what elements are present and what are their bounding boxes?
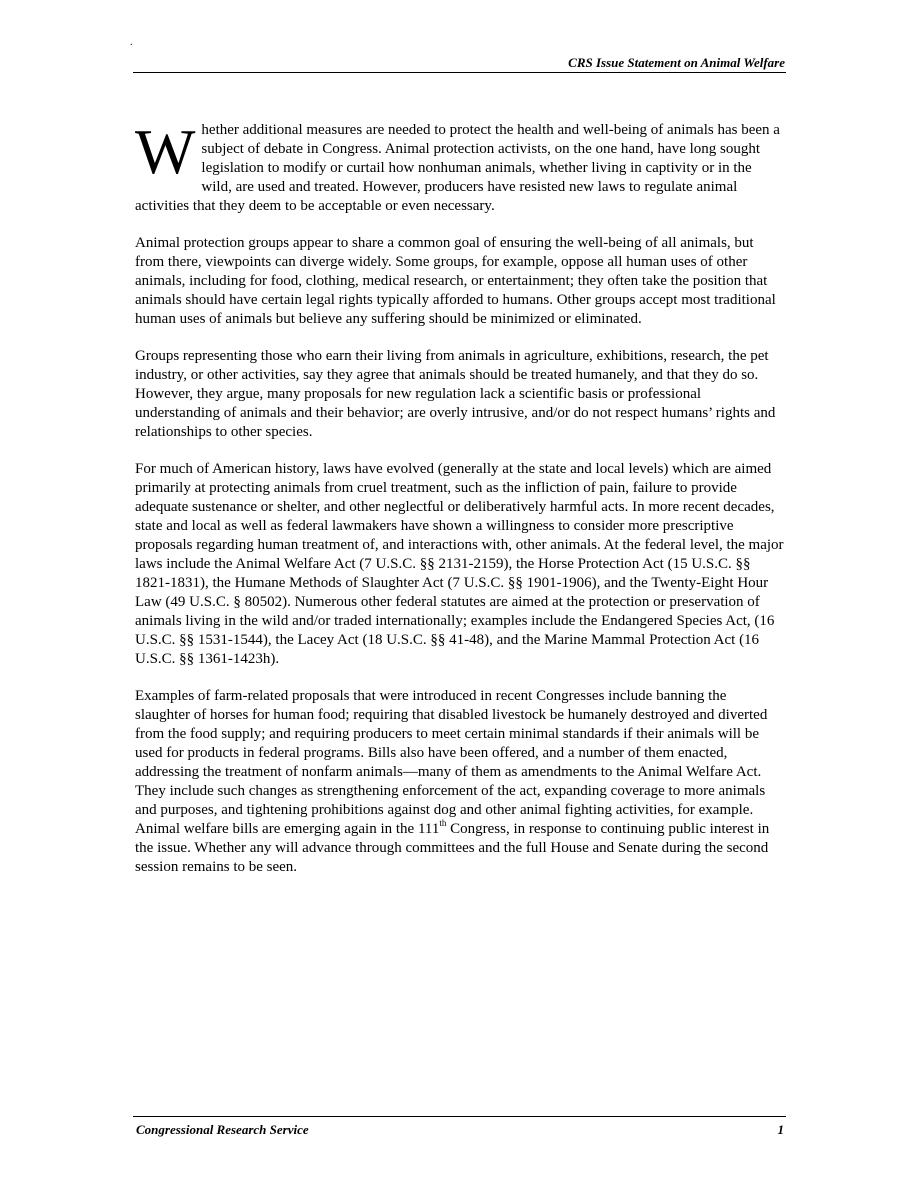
- drop-cap: W: [135, 116, 196, 187]
- page-footer: [133, 1116, 786, 1137]
- footer-organization: Congressional Research Service: [136, 1122, 309, 1137]
- document-body: [135, 116, 785, 895]
- paragraph-2: Animal protection groups appear to share a common goal of ensuring the well-being of all animals, but from there, viewpoints can diverge widely. Some groups, for example, oppose all human uses of other animals, including for food, clothing, medical research, or entertainment; they often take the position that animals should have certain legal rights typically afforded to humans. Other groups accept most traditional human uses of animals but believe any suffering should be minimized or eliminated.: [135, 235, 776, 327]
- paragraph-1-text: hether additional measures are needed to protect the health and well-being of animals has been a subject of debate in Congress. Animal protection activists, on the one hand, have long sought legislation to modify or curtail how nonhuman animals, whether living in captivity or in the wild, are used and treated. However, producers have resisted new laws to regulate animal activities that they deem to be acceptable or even necessary.: [135, 122, 780, 214]
- paragraph-3: Groups representing those who earn their living from animals in agriculture, exhibitions, research, the pet industry, or other activities, say they agree that animals should be treated humanely, and that they do so. However, they argue, many proposals for new regulation lack a scientific basis or professional understanding of animals and their behavior; are overly intrusive, and/or do not respect humans’ rights and relationships to other species.: [135, 348, 776, 440]
- paragraph-4: For much of American history, laws have evolved (generally at the state and local levels) which are aimed primarily at protecting animals from cruel treatment, such as the infliction of pain, failure to provide adequate sustenance or shelter, and other neglectful or deliberatively harmful acts. In more recent decades, state and local as well as federal lawmakers have shown a willingness to consider more prescriptive proposals regarding human treatment of, and interactions with, other animals. At the federal level, the major laws include the Animal Welfare Act (7 U.S.C. §§ 2131-2159), the Horse Protection Act (15 U.S.C. §§ 1821-1831), the Humane Methods of Slaughter Act (7 U.S.C. §§ 1901-1906), and the Twenty-Eight Hour Law (49 U.S.C. § 80502). Numerous other federal statutes are aimed at the protection or preservation of animals living in the wild and/or traded internationally; examples include the Endangered Species Act, (16 U.S.C. §§ 1531-1544), the Lacey Act (18 U.S.C. §§ 41-48), and the Marine Mammal Protection Act (16 U.S.C. §§ 1361-1423h).: [135, 461, 784, 667]
- corner-mark: .: [130, 37, 133, 48]
- paragraph-1: [135, 116, 785, 216]
- page-number: 1: [777, 1122, 784, 1137]
- page-header: [133, 52, 786, 73]
- paragraph-5-text-end: Congress, in response to continuing public interest in the issue. Whether any will advance through committees and the full House and Senate during the second session remains to be seen.: [135, 821, 770, 875]
- header-title: CRS Issue Statement on Animal Welfare: [568, 55, 785, 70]
- ordinal-suffix: th: [439, 818, 447, 828]
- paragraph-5-text-start: Examples of farm-related proposals that were introduced in recent Congresses include banning the slaughter of horses for human food; requiring that disabled livestock be humanely destroyed and diverted from the food supply; and requiring producers to meet certain minimal standards if their animals will be used for products in federal programs. Bills also have been offered, and a number of them enacted, addressing the treatment of nonfarm animals—many of them as amendments to the Animal Welfare Act. They include such changes as strengthening enforcement of the act, expanding coverage to more animals and purposes, and tightening prohibitions against dog and other animal fighting activities, for example. Animal welfare bills are emerging again in the 111: [135, 688, 768, 837]
- paragraph-5: [135, 687, 785, 877]
